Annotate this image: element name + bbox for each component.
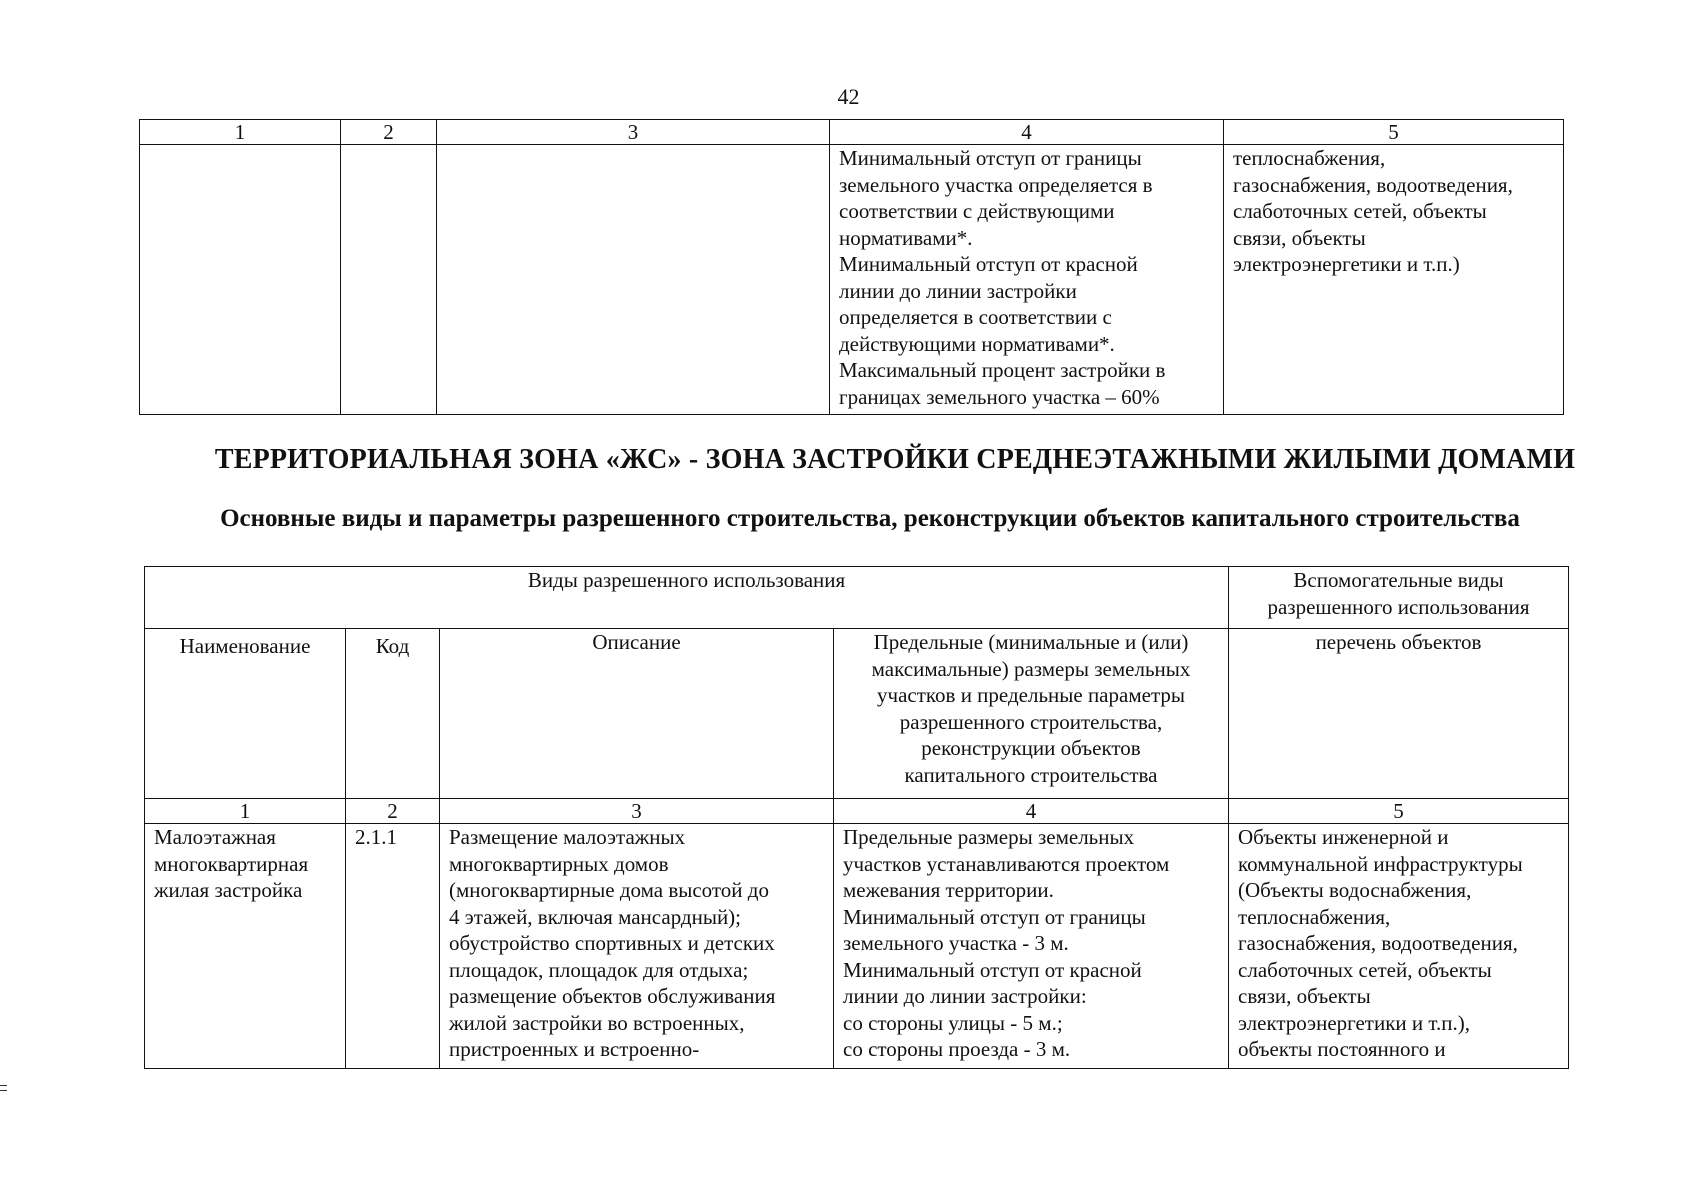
group-header-row	[145, 567, 1569, 629]
column-number: 1	[145, 799, 346, 824]
column-number: 5	[1224, 120, 1564, 145]
column-number: 4	[830, 120, 1224, 145]
code-cell	[341, 145, 437, 415]
column-number: 1	[140, 120, 341, 145]
auxiliary-cell: Объекты инженерной и коммунальной инфраструктуры (Объекты водоснабжения, теплоснабжения, газоснабжения, водоотведения, слаботочных сетей, объекты связи, объекты электроэнергетики и т.п.), объекты постоянного и	[1229, 824, 1569, 1069]
column-number-row	[140, 120, 1564, 145]
header-auxiliary: перечень объектов	[1229, 629, 1569, 799]
column-header-row	[145, 629, 1569, 799]
header-description: Описание	[440, 629, 834, 799]
description-cell	[437, 145, 830, 415]
parameters-cell: Предельные размеры земельных участков устанавливаются проектом межевания территории. Минимальный отступ от границы земельного участка - 3 м. Минимальный отступ от красной линии до линии застройки: со стороны улицы - 5 м.; со стороны проезда - 3 м.	[834, 824, 1229, 1069]
header-name: Наименование	[145, 629, 346, 799]
header-code: Код	[346, 629, 440, 799]
auxiliary-cell: теплоснабжения, газоснабжения, водоотведения, слаботочных сетей, объекты связи, объекты электроэнергетики и т.п.)	[1224, 145, 1564, 415]
header-parameters: Предельные (минимальные и (или) максимальные) размеры земельных участков и предельные параметры разрешенного строительства, реконструкции объектов капитального строительства	[834, 629, 1229, 799]
page-number: 42	[837, 84, 860, 109]
table-row	[140, 145, 1564, 415]
column-number: 3	[440, 799, 834, 824]
column-number-row	[145, 799, 1569, 824]
code-cell: 2.1.1	[346, 824, 440, 1069]
aux-header: Вспомогательные виды разрешенного использования	[1229, 567, 1569, 629]
zone-title: ТЕРРИТОРИАЛЬНАЯ ЗОНА «ЖС» - ЗОНА ЗАСТРОЙКИ СРЕДНЕЭТАЖНЫМИ ЖИЛЫМИ ДОМАМИ	[214, 444, 1576, 475]
table-row	[145, 824, 1569, 1069]
column-number: 3	[437, 120, 830, 145]
main-table	[144, 566, 1569, 1069]
description-cell: Размещение малоэтажных многоквартирных домов (многоквартирные дома высотой до 4 этажей, включая мансардный); обустройство спортивных и детских площадок, площадок для отдыха; размещение объектов обслуживания жилой застройки во встроенных, пристроенных и встроенно-	[440, 824, 834, 1069]
column-number: 5	[1229, 799, 1569, 824]
group-header: Виды разрешенного использования	[145, 567, 1229, 629]
column-number: 2	[341, 120, 437, 145]
continuation-table	[139, 119, 1564, 415]
name-cell: Малоэтажная многоквартирная жилая застройка	[145, 824, 346, 1069]
column-number: 2	[346, 799, 440, 824]
name-cell	[140, 145, 341, 415]
parameters-cell: Минимальный отступ от границы земельного участка определяется в соответствии с действующими нормативами*. Минимальный отступ от красной линии до линии застройки определяется в соответствии с действующими нормативами*. Максимальный процент застройки в границах земельного участка – 60%	[830, 145, 1224, 415]
section-title: Основные виды и параметры разрешенного строительства, реконструкции объектов капитального строительства	[220, 505, 1520, 532]
margin-mark	[0, 1085, 7, 1091]
column-number: 4	[834, 799, 1229, 824]
